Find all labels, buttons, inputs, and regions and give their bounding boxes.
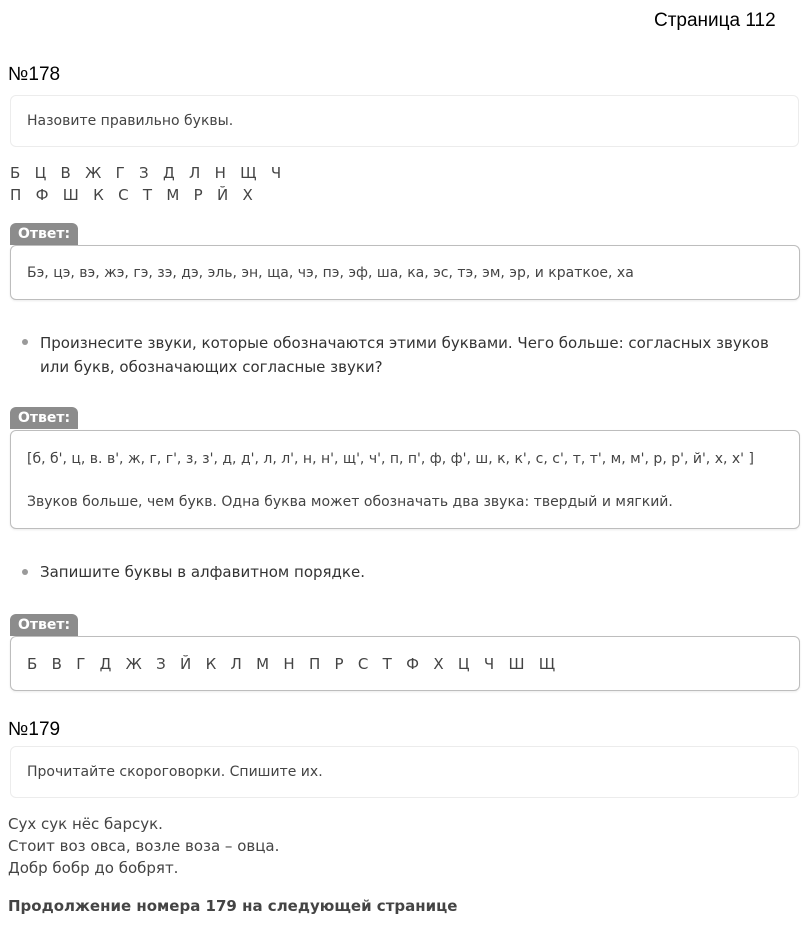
answer-box-1: [10, 245, 800, 300]
answer-label: Ответ:: [10, 223, 78, 245]
answer-box-3: [10, 636, 800, 691]
bullet-dot: [22, 569, 28, 575]
answer-2-explanation: Звуков больше, чем букв. Одна буква может обозначать два звука: твердый и мягкий.: [27, 494, 673, 510]
task-178-number: №178: [8, 64, 61, 85]
answer-box-2: [10, 430, 800, 529]
tongue-twister-line: Сух сук нёс барсук.: [8, 815, 163, 833]
task-179-number: №179: [8, 719, 61, 740]
letters-row-2: П Ф Ш К С Т М Р Й Х: [10, 186, 253, 204]
answer-label: Ответ:: [10, 614, 78, 636]
tongue-twister-line: Добр бобр до бобрят.: [8, 859, 179, 877]
answer-2-sounds: [б, б', ц, в. в', ж, г, г', з, з', д, д', л, л', н, н', щ', ч', п, п', ф, ф', ш, к, к', с, с', т, т', м, м', р, р', й', х, х' ]: [27, 451, 754, 467]
answer-1-text: Бэ, цэ, вэ, жэ, гэ, зэ, дэ, эль, эн, ща, чэ, пэ, эф, ша, ка, эс, тэ, эм, эр, и краткое, ха: [27, 264, 634, 281]
task-179-instruction: Прочитайте скороговорки. Спишите их.: [27, 764, 323, 780]
task-178-instruction: Назовите правильно буквы.: [27, 113, 234, 129]
answer-3-alphabet: Б В Г Д Ж З Й К Л М Н П Р С Т Ф Х Ц Ч Ш Щ: [27, 654, 556, 673]
task-178-instruction-box: [10, 95, 799, 147]
bullet-dot: [22, 339, 28, 345]
tongue-twister-line: Стоит воз овса, возле воза – овца.: [8, 837, 280, 855]
page-number: Страница 112: [654, 10, 776, 31]
bullet-question-1: Произнесите звуки, которые обозначаются этими буквами. Чего больше: согласных звуков или букв, обозначающих согласные звуки?: [40, 334, 769, 376]
letters-row-1: Б Ц В Ж Г З Д Л Н Щ Ч: [10, 164, 282, 182]
answer-label: Ответ:: [10, 407, 78, 429]
task-179-instruction-box: [10, 746, 799, 798]
continuation-note: Продолжение номера 179 на следующей странице: [8, 897, 458, 915]
bullet-question-2: Запишите буквы в алфавитном порядке.: [40, 563, 365, 581]
